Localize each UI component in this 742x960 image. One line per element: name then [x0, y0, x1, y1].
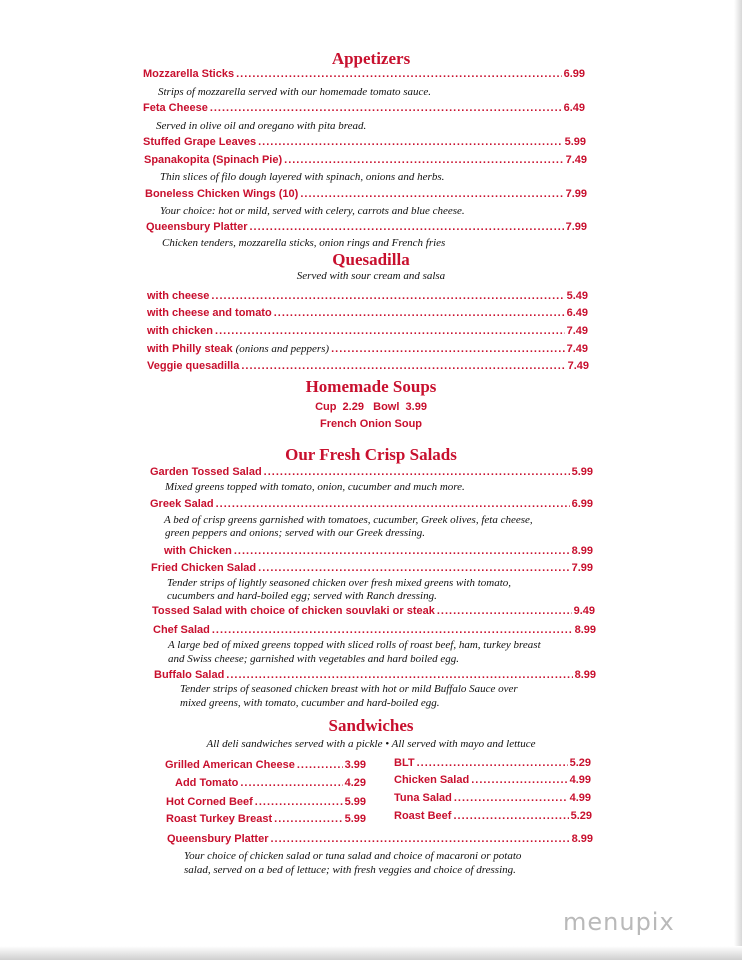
menu-item: Veggie quesadilla ..... 7.49 [147, 359, 589, 373]
item-description: Mixed greens topped with tomato, onion, cucumber and much more. [165, 481, 465, 493]
section-title-quesadilla: Quesadilla [332, 250, 410, 269]
section-title-appetizers: Appetizers [331, 49, 411, 68]
menu-item: Grilled American Cheese ..... 3.99 [165, 758, 366, 772]
item-description: Tender strips of lightly seasoned chicken over fresh mixed greens with tomato, [167, 577, 512, 589]
section-title-soups: Homemade Soups [305, 377, 437, 396]
item-description: Chicken tenders, mozzarella sticks, onion rings and French fries [162, 237, 446, 249]
item-description: salad, served on a bed of lettuce; with fresh veggies and choice of dressing. [184, 864, 516, 876]
menu-item: with chicken ..... 7.49 [147, 324, 588, 338]
menu-item: with cheese ..... 5.49 [147, 289, 588, 303]
menupix-watermark: menupix [563, 908, 675, 936]
item-description: Thin slices of filo dough layered with spinach, onions and herbs. [160, 171, 445, 183]
item-description: Your choice of chicken salad or tuna salad and choice of macaroni or potato [184, 850, 522, 862]
item-description: Strips of mozzarella served with our homemade tomato sauce. [158, 86, 432, 98]
menu-item: Fried Chicken Salad ..... 7.99 [151, 561, 593, 575]
menu-item: Feta Cheese ..... 6.49 [143, 101, 585, 115]
item-description: and Swiss cheese; garnished with vegetables and hard boiled egg. [168, 653, 460, 665]
menu-item: Chicken Salad ..... 4.99 [394, 773, 591, 787]
menu-item: Mozzarella Sticks ..... 6.99 [143, 67, 585, 81]
item-description: Your choice: hot or mild, served with celery, carrots and blue cheese. [160, 205, 465, 217]
section-title-sandwiches: Sandwiches [328, 716, 414, 735]
item-description: A bed of crisp greens garnished with tomatoes, cucumber, Greek olives, feta cheese, [164, 514, 533, 526]
item-description: mixed greens, with tomato, cucumber and hard-boiled egg. [180, 697, 440, 709]
menu-item: with Philly steak (onions and peppers) ..... 7.49 [147, 342, 588, 356]
item-description: Tender strips of seasoned chicken breast with hot or mild Buffalo Sauce over [180, 683, 518, 695]
menu-item: Tossed Salad with choice of chicken souvlaki or steak ..... 9.49 [152, 604, 595, 618]
menu-item: Greek Salad ..... 6.99 [150, 497, 593, 511]
menu-item: Queensbury Platter ..... 7.99 [146, 220, 587, 234]
menu-item: Chef Salad ..... 8.99 [153, 623, 596, 637]
page-shadow-bottom [0, 946, 742, 960]
menu-item: Stuffed Grape Leaves ..... 5.99 [143, 135, 586, 149]
section-title-salads: Our Fresh Crisp Salads [285, 445, 457, 464]
menu-item: Buffalo Salad ..... 8.99 [154, 668, 596, 682]
menu-item: Add Tomato ..... 4.29 [175, 776, 366, 790]
menu-item: Roast Beef ..... 5.29 [394, 809, 592, 823]
page-shadow-right [734, 0, 742, 960]
menu-item: Boneless Chicken Wings (10) ..... 7.99 [145, 187, 587, 201]
item-description: green peppers and onions; served with our Greek dressing. [165, 527, 425, 539]
menu-item: Hot Corned Beef ..... 5.99 [166, 795, 366, 809]
menu-item: with cheese and tomato ..... 6.49 [147, 306, 588, 320]
soup-prices: Cup 2.29 Bowl 3.99 [315, 401, 427, 413]
section-subtitle: All deli sandwiches served with a pickle • All served with mayo and lettuce [206, 738, 536, 750]
menu-item: Tuna Salad ..... 4.99 [394, 791, 591, 805]
item-description: cucumbers and hard-boiled egg; served with Ranch dressing. [167, 590, 437, 602]
item-description: Served in olive oil and oregano with pita bread. [156, 120, 367, 132]
menu-item: Roast Turkey Breast ..... 5.99 [166, 812, 366, 826]
menu-item: BLT ..... 5.29 [394, 756, 591, 770]
section-subtitle: Served with sour cream and salsa [296, 270, 446, 282]
menu-item: Garden Tossed Salad ..... 5.99 [150, 465, 593, 479]
menu-item: Spanakopita (Spinach Pie) ..... 7.49 [144, 153, 587, 167]
soup-name: French Onion Soup [319, 418, 423, 430]
item-description: A large bed of mixed greens topped with sliced rolls of roast beef, ham, turkey breast [168, 639, 541, 651]
menu-item: Queensbury Platter ..... 8.99 [167, 832, 593, 846]
menu-item: with Chicken ..... 8.99 [164, 544, 593, 558]
